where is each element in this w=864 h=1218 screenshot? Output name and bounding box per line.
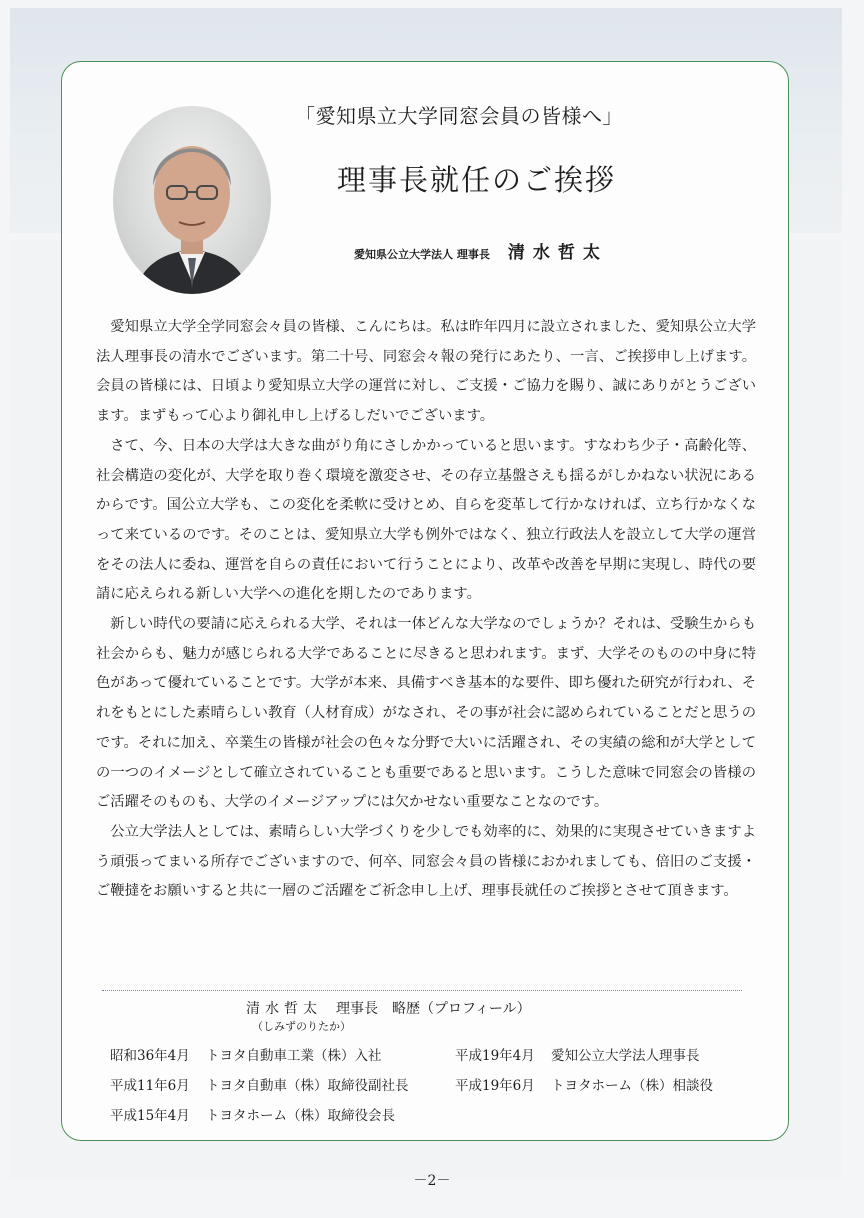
profile-name-reading: （しみずのりたか） [252,1020,351,1033]
profile-name: 清水哲太 [246,1001,322,1017]
article-title: 理事長就任のご挨拶 [337,163,617,197]
section-divider [102,990,742,991]
article-subtitle: 「愛知県立大学同窓会員の皆様へ」 [295,104,623,128]
career-year: 平成19年6月 [455,1078,535,1094]
career-entry [110,1044,382,1064]
career-entry [455,1044,700,1064]
career-year: 平成11年6月 [110,1078,190,1094]
article-body [96,313,756,907]
career-year: 平成15年4月 [110,1108,190,1124]
portrait-photo [113,106,271,294]
career-entry [110,1104,395,1124]
career-event: トヨタ自動車工業（株）入社 [206,1048,382,1064]
body-paragraph: さて、今、日本の大学は大きな曲がり角にさしかかっていると思います。すなわち少子・高齢化等、社会構造の変化が、大学を取り巻く環境を激変させ、その存立基盤さえも揺るがしかねない状況にあるからです。国公立大学も、この変化を柔軟に受けとめ、自らを変革して行かなければ、立ち行かなくなって来ているのです。そのことは、愛知県立大学も例外ではなく、独立行政法人を設立して大学の運営をその法人に委ね、運営を自らの責任において行うことにより、改革や改善を早期に実現し、時代の要請に応えられる新しい大学への進化を期したのであります。 [96,437,756,603]
portrait-illustration [113,106,271,294]
career-entry [110,1074,409,1094]
page-number: －2－ [413,1173,451,1189]
author-name: 清水哲太 [507,243,608,263]
profile-role: 理事長 [336,1001,378,1017]
body-paragraph: 愛知県立大学全学同窓会々員の皆様、こんにちは。私は昨年四月に設立されました、愛知県公立大学法人理事長の清水でございます。第二十号、同窓会々報の発行にあたり、一言、ご挨拶申し上げます。会員の皆様には、日頃より愛知県立大学の運営に対し、ご支援・ご協力を賜り、誠にありがとうございます。まずもって心より御礼申し上げるしだいでございます。 [96,319,756,425]
body-paragraph: 新しい時代の要請に応えられる大学、それは一体どんな大学なのでしょうか？それは、受験生からも社会からも、魅力が感じられる大学であることに尽きると思われます。まず、大学そのものの中身に特色があって優れていることです。大学が本来、具備すべき基本的な要件、即ち優れた研究が行われ、それをもとにした素晴らしい教育（人材育成）がなされ、その事が社会に認められていることだと思うのです。それに加え、卒業生の皆様が社会の色々な分野で大いに活躍され、その実績の総和が大学としての一つのイメージとして確立されていることも重要であると思います。こうした意味で同窓会の皆様のご活躍そのものも、大学のイメージアップには欠かせない重要なことなのです。 [96,616,756,811]
body-paragraph: 公立大学法人としては、素晴らしい大学づくりを少しでも効率的に、効果的に実現させていきますよう頑張ってまいる所存でございますので、何卒、同窓会々員の皆様におかれましても、倍旧のご支援・ご鞭撻をお願いすると共に一層のご活躍をご祈念申し上げ、理事長就任のご挨拶とさせて頂きます。 [96,823,756,900]
author-line [354,238,608,263]
career-event: 愛知公立大学法人理事長 [551,1048,700,1064]
career-event: トヨタ自動車（株）取締役副社長 [206,1078,409,1094]
author-organization: 愛知県公立大学法人 理事長 [354,248,490,261]
profile-heading [246,998,531,1018]
career-year: 昭和36年4月 [110,1048,190,1064]
career-entry [455,1074,713,1094]
career-event: トヨタホーム（株）取締役会長 [206,1108,395,1124]
profile-label: 略歴（プロフィール） [392,1001,531,1017]
career-event: トヨタホーム（株）相談役 [551,1078,713,1094]
career-year: 平成19年4月 [455,1048,535,1064]
